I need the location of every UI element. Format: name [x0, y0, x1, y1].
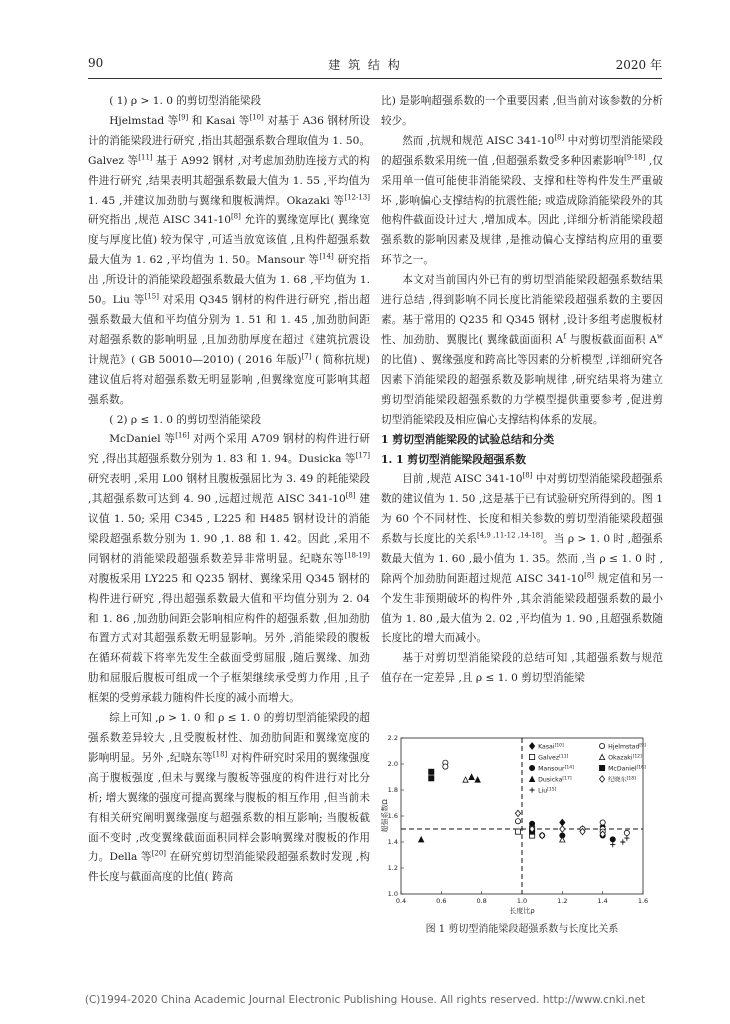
- text-run: 基于对剪切型消能梁段的总结可知 ,其超强系数与规范值存在一定差异 ,且 ρ ≤ 1. 0 剪切型消能梁: [381, 652, 663, 685]
- y-tick-label: 1.6: [387, 812, 398, 820]
- text-run: 研究表明 ,采用 L00 钢材且腹板强屈比为 3. 49 的耗能梁段 ,其超强系数可达到 4. 90 ,远超过规范 AISC 341-10: [88, 473, 370, 506]
- subsection-heading-rho-le-1: ( 2) ρ ≤ 1. 0 的剪切型消能梁段: [109, 413, 262, 426]
- legend-name: Okazaki: [608, 754, 633, 762]
- text-run: 研究指出 ,所设计的消能梁段超强系数最大值为 1. 68 ,平均值为 1. 50。Liu 等: [88, 254, 370, 307]
- legend-name: 纪晓东: [608, 776, 627, 784]
- subsection-heading-rho-gt-1: ( 1) ρ > 1. 0 的剪切型消能梁段: [109, 95, 262, 107]
- paragraph: [381, 271, 663, 430]
- text-run: 对两个采用 A709 钢材的构件进行研究 ,得出其超强系数分别为 1. 83 和 1. 94。Dusicka 等: [88, 433, 370, 466]
- legend-label: [608, 742, 646, 750]
- data-point: [443, 764, 448, 769]
- text-run: 与腹板截面面积 A: [565, 333, 657, 346]
- data-point: [419, 837, 424, 842]
- citation-ref: [16]: [175, 431, 190, 440]
- citation-ref: [8]: [230, 212, 241, 221]
- figure-caption: 图 1 剪切型消能梁段超强系数与长度比关系: [425, 924, 619, 935]
- text-run: 中对剪切型消能梁段的超强系数采用统一值 ,但超强系数受多种因素影响: [381, 134, 663, 167]
- citation-ref: [7]: [301, 352, 312, 361]
- x-tick-label: 1.4: [597, 897, 608, 905]
- section-heading: 1 剪切型消能梁段的试验总结和分类: [381, 433, 555, 447]
- text-run: 对腹板采用 LY225 和 Q235 钢材、翼缘采用 Q345 钢材的构件进行研究 ,得出超强系数最大值和平均值分别为 2. 04 和 1. 86 ,加劲肋间距会影响相应构件的超强系数 ,但加劲肋布置方式对其超强系数无明显影响。另外 ,消能梁段的腹板在循环荷载下将率先发生全截面受剪屈服 ,随后翼缘、加劲肋和屈服后腹板可组成一个子框架继续承受剪力作用 ,且子框架的受剪承载力随构件长度的减小而增大。: [88, 572, 370, 705]
- citation-ref: [8]: [345, 491, 356, 500]
- legend-name: McDaniel: [608, 765, 637, 773]
- citation-ref: [18-19]: [344, 551, 370, 560]
- legend-marker: [599, 765, 604, 770]
- data-point: [600, 820, 605, 825]
- data-point: [429, 776, 434, 781]
- paragraph: [381, 132, 663, 271]
- legend-ref: [16]: [636, 765, 646, 771]
- x-tick-label: 1.2: [557, 897, 568, 905]
- data-point: [429, 769, 434, 774]
- y-tick-label: 2.0: [387, 760, 398, 768]
- text-run: McDaniel 等: [109, 433, 176, 446]
- text-run: ( 简称抗规) 建议值后将对超强系数无明显影响 ,但翼缘宽度可影响其超强系数。: [88, 353, 370, 406]
- text-run: 比) 是影响超强系数的一个重要因素 ,但当前对该参数的分析较少。: [381, 95, 663, 127]
- text-run: 允许的翼缘宽厚比( 翼缘宽度与厚度比值) 较为保守 ,可适当放宽该值 ,且构件超强系数最大值为 1. 62 ,平均值为 1. 50。Mansour 等: [88, 214, 370, 267]
- legend-label: [608, 764, 646, 772]
- y-tick-label: 1.4: [387, 838, 398, 846]
- legend-ref: [17]: [562, 776, 572, 782]
- paragraph: [381, 470, 663, 649]
- text-run: 然而 ,抗规和规范 AISC 341-10: [402, 134, 555, 147]
- paragraph: [381, 649, 663, 689]
- legend-marker: [529, 765, 534, 770]
- legend-ref: [9]: [639, 743, 646, 749]
- scatter-plot: [381, 734, 663, 916]
- data-point: [463, 777, 468, 782]
- citation-ref: [12-13]: [344, 193, 370, 201]
- text-run: 。当 ρ > 1. 0 时 ,超强系数最大值为 1. 60 ,最小值为 1. 35。然而 ,当 ρ ≤ 1. 0 时 ,除两个加劲肋间距超过规范 AISC 341-10: [381, 532, 663, 585]
- citation-ref: [8]: [584, 571, 595, 580]
- legend-label: [538, 753, 569, 761]
- paragraph: [88, 709, 370, 888]
- data-point: [610, 842, 615, 847]
- legend-name: Mansour: [538, 765, 565, 773]
- x-axis-label: 长度比ρ: [509, 907, 535, 915]
- data-point: [475, 777, 480, 782]
- legend-marker: [599, 743, 604, 748]
- legend-name: Liu: [538, 787, 548, 795]
- data-point: [624, 836, 629, 841]
- legend-label: [538, 742, 564, 750]
- citation-ref: f: [563, 332, 566, 341]
- data-point: [624, 830, 629, 835]
- legend-label: [608, 775, 636, 783]
- text-run: 的比值) 、翼缘强度和跨高比等因素的分析模型 ,详细研究各因素下消能梁段的超强系数及影响规律 ,研究结果将为建立剪切型消能梁段超强系数的力学模型提供重要参考 ,促进剪切型消能梁段及相应偏心支撑结构体系的发展。: [381, 353, 663, 426]
- citation-ref: [4,9 ,11-12 ,14-18]: [476, 531, 543, 540]
- citation-ref: [9]: [178, 113, 189, 122]
- legend-label: [608, 753, 642, 761]
- y-tick-label: 2.2: [387, 734, 398, 742]
- legend-name: Hjelmstad: [608, 743, 640, 751]
- citation-ref: w: [657, 332, 663, 341]
- data-point: [560, 833, 565, 838]
- legend-ref: [15]: [547, 787, 557, 793]
- left-column: [88, 92, 370, 888]
- legend-ref: [12]: [632, 754, 642, 760]
- text-run: 研究指出 ,规范 AISC 341-10: [88, 214, 231, 227]
- legend-marker: [599, 754, 604, 759]
- data-point: [560, 826, 565, 832]
- y-tick-label: 1.8: [387, 786, 398, 794]
- text-run: 对采用 Q345 钢材的构件进行研究 ,指出超强系数最大值和平均值分别为 1. 51 和 1. 45 ,加劲肋间距对超强系数的影响明显 ,且加劲肋厚度在超过《建筑抗震设计规范》( GB 50010—2010) ( 2016 年版): [88, 294, 370, 366]
- text-run: 规定值和另一个发生非预期破坏的构件外 ,其余消能梁段超强系数的最小值为 1. 80 ,最大值为 2. 02 ,平均值为 1. 90 ,且超强系数随长度比的增大而减小。: [381, 572, 663, 645]
- legend-ref: [10]: [554, 743, 564, 749]
- x-tick-label: 0.4: [395, 897, 407, 905]
- text-run: 建议值 1. 50; 采用 C345 , L225 和 H485 钢材设计的消能梁段超强系数分别为 1. 90 ,1. 88 和 1. 42。因此 ,采用不同钢材的消能梁段超强系数差异非常明显。纪晓东等: [88, 493, 371, 565]
- citation-ref: [8]: [522, 471, 533, 480]
- figure-1-chart: [381, 734, 663, 920]
- citation-ref: [20]: [151, 849, 167, 858]
- citation-ref: [8]: [554, 133, 565, 142]
- citation-ref: [9-18]: [624, 153, 646, 162]
- subsection-heading: 1. 1 剪切型消能梁段超强系数: [381, 453, 527, 467]
- copyright-footer: (C)1994-2020 China Academic Journal Electronic Publishing House. All rights reserved. http://www.cnki.net: [84, 994, 646, 1006]
- citation-ref: [11]: [138, 153, 153, 162]
- legend-label: [538, 775, 572, 783]
- header-rule: [88, 78, 662, 79]
- text-run: 在研究剪切型消能梁段超强系数时发现 ,构件长度与截面高度的比值( 跨高: [88, 851, 370, 884]
- x-tick-label: 0.8: [476, 897, 487, 905]
- text-run: ,仅采用单一值可能使非消能梁段、支撑和柱等构件发生严重破坏 ,影响偏心支撑结构的抗震性能; 或造成除消能梁段外的其他构件截面设计过大 ,增加成本。因此 ,详细分析消能梁段超强系数的影响因素及规律 ,是推动偏心支撑结构应用的重要环节之一。: [381, 154, 663, 267]
- text-run: 对构件研究时采用的翼缘强度高于腹板强度 ,但未与翼缘与腹板等强度的构件进行对比分析; 增大翼缘的强度可提高翼缘与腹板的相互作用 ,但当前未有相关研究阐明翼缘强度与超强系数的相互影响; 当腹板截面不变时 ,改变翼缘截面面积同样会影响翼缘对腹板的作用力。Della 等: [88, 751, 370, 864]
- legend-name: Kasai: [538, 743, 555, 751]
- legend-marker: [599, 776, 604, 782]
- y-tick-label: 1.2: [387, 864, 398, 872]
- x-tick-label: 0.6: [436, 897, 447, 905]
- data-point: [560, 819, 565, 825]
- paragraph: [381, 92, 663, 132]
- text-run: 本文对当前国内外已有的剪切型消能梁段超强系数结果进行总结 ,得到影响不同长度比消能梁段超强系数的主要因素。基于常用的 Q235 和 Q345 钢材 ,设计多组考虑腹板材性、加劲肋、翼腹比( 翼缘截面面积 A: [381, 274, 663, 346]
- y-tick-label: 1.0: [387, 890, 398, 898]
- text-run: Hjelmstad 等: [109, 114, 179, 127]
- paragraph: [88, 430, 370, 709]
- legend-label: [538, 786, 557, 794]
- text-run: 和 Kasai 等: [188, 114, 250, 127]
- x-tick-label: 1.6: [637, 897, 649, 905]
- y-axis-label: 超强系数Ω: [381, 799, 389, 833]
- text-run: 基于 A992 钢材 ,对考虑加劲肋连接方式的构件进行研究 ,结果表明其超强系数最大值为 1. 55 ,平均值为 1. 45 ,并建议加劲肋与翼缘和腹板满焊。Okazaki 等: [88, 154, 370, 207]
- data-point: [620, 839, 625, 844]
- data-point: [515, 810, 520, 816]
- right-column: [381, 92, 663, 689]
- data-point: [469, 774, 474, 779]
- legend-name: Galvez: [538, 754, 560, 762]
- citation-ref: [10]: [249, 113, 264, 122]
- data-point: [515, 819, 520, 824]
- paragraph: [88, 112, 370, 411]
- legend-label: [538, 764, 574, 772]
- x-tick-label: 1.0: [516, 897, 528, 905]
- page-year: 2020 年: [615, 58, 662, 72]
- text-run: 综上可知 ,ρ > 1. 0 和 ρ ≤ 1. 0 的剪切型消能梁段的超强系数差异较大 ,且受腹板材性、加劲肋间距和翼缘宽度的影响明显。另外 ,纪晓东等: [88, 712, 370, 764]
- citation-ref: [14]: [319, 252, 334, 261]
- text-run: 中对剪切型消能梁段超强系数的建议值为 1. 50 ,这是基于已有试验研究所得到的。图 1 为 60 个不同材性、长度和相关参数的剪切型消能梁段超强系数与长度比的关系: [381, 473, 663, 545]
- legend-ref: [14]: [564, 765, 574, 771]
- journal-title: 建 筑 结 构: [328, 58, 402, 72]
- citation-ref: [17]: [355, 451, 370, 460]
- data-point: [515, 829, 520, 834]
- legend-marker: [529, 754, 534, 759]
- text-run: 目前 ,规范 AISC 341-10: [402, 473, 523, 486]
- text-run: 对基于 A36 钢材所设计的消能梁段进行研究 ,指出其超强系数合理取值为 1. 50。Galvez 等: [88, 114, 370, 167]
- legend-name: Dusicka: [538, 776, 563, 784]
- citation-ref: [15]: [144, 292, 159, 301]
- data-point: [610, 837, 615, 842]
- legend-ref: [11]: [559, 754, 569, 760]
- legend-marker: [529, 743, 534, 749]
- legend-marker: [529, 787, 534, 792]
- page-number: 90: [88, 56, 104, 70]
- legend-ref: [18]: [626, 776, 636, 782]
- citation-ref: [18]: [212, 750, 228, 759]
- legend-marker: [529, 776, 534, 781]
